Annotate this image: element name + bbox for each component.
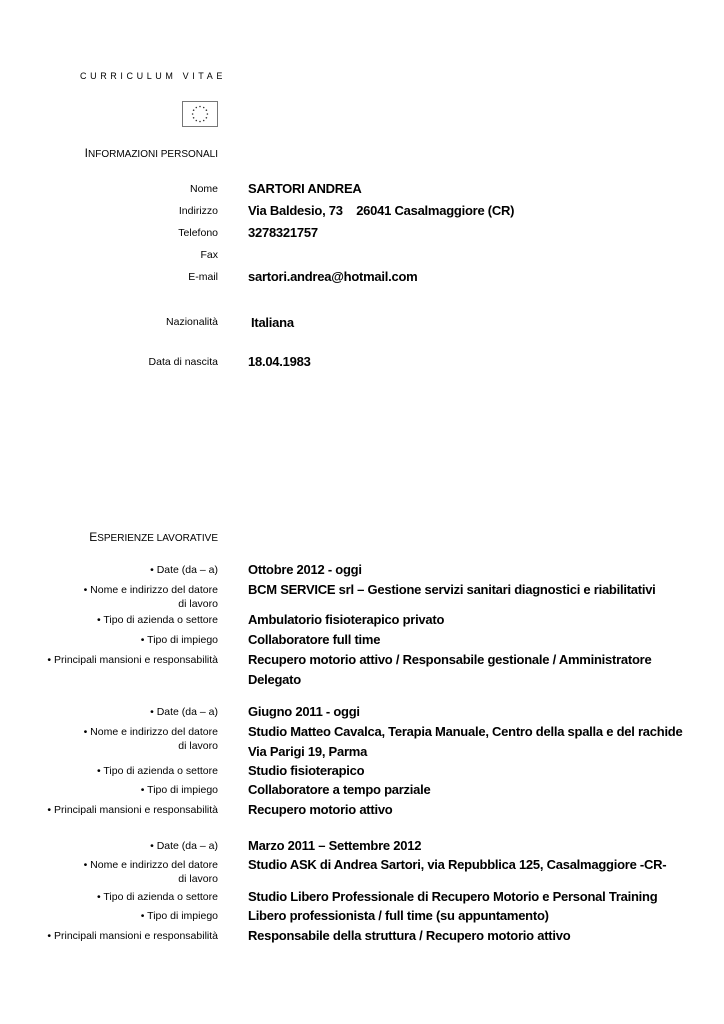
job3-employer-label: • Nome e indirizzo del datore di lavoro <box>83 859 218 885</box>
email-value[interactable]: sartori.andrea@hotmail.com <box>248 269 418 284</box>
job2-employer-line1: Studio Matteo Cavalca, Terapia Manuale, Centro della spalla e del rachide <box>248 724 683 739</box>
nazionalita-value: Italiana <box>251 315 294 330</box>
job3-type-value: Libero professionista / full time (su appuntamento) <box>248 908 549 923</box>
experience-heading: ESPERIENZE LAVORATIVE <box>89 530 218 544</box>
job3-employer-value: Studio ASK di Andrea Sartori, via Repubblica 125, Casalmaggiore -CR- <box>248 857 667 872</box>
job3-date-label: • Date (da – a) <box>150 840 218 852</box>
nome-label: Nome <box>189 183 218 195</box>
telefono-label: Telefono <box>178 227 218 239</box>
job3-date-value: Marzo 2011 – Settembre 2012 <box>248 838 422 853</box>
job3-sector-label: • Tipo di azienda o settore <box>96 891 218 903</box>
job1-type-value: Collaboratore full time <box>248 632 381 647</box>
job1-employer-value: BCM SERVICE srl – Gestione servizi sanitari diagnostici e riabilitativi <box>248 582 656 597</box>
job2-date-value: Giugno 2011 - oggi <box>248 704 360 719</box>
job1-employer-label: • Nome e indirizzo del datore di lavoro <box>83 584 218 610</box>
personal-info-heading: INFORMAZIONI PERSONALI <box>84 146 218 160</box>
job2-employer-value <box>248 722 688 762</box>
nascita-value: 18.04.1983 <box>248 354 311 369</box>
job2-date-label: • Date (da – a) <box>150 706 218 718</box>
job3-sector-value: Studio Libero Professionale di Recupero Motorio e Personal Training <box>248 889 658 904</box>
job3-duties-value: Responsabile della struttura / Recupero motorio attivo <box>248 928 571 943</box>
fax-label: Fax <box>200 249 218 261</box>
eu-stars-icon <box>183 102 217 126</box>
job1-duties-line2: Delegato <box>248 672 301 687</box>
job1-type-label: • Tipo di impiego <box>140 634 218 646</box>
job1-sector-value: Ambulatorio fisioterapico privato <box>248 612 445 627</box>
job2-duties-value: Recupero motorio attivo <box>248 802 393 817</box>
job1-date-value: Ottobre 2012 - oggi <box>248 562 362 577</box>
job2-type-label: • Tipo di impiego <box>140 784 218 796</box>
cv-title: CURRICULUM VITAE <box>80 71 226 81</box>
job2-sector-label: • Tipo di azienda o settore <box>96 765 218 777</box>
job1-sector-label: • Tipo di azienda o settore <box>96 614 218 626</box>
job1-duties-label: • Principali mansioni e responsabilità <box>47 654 218 666</box>
job3-duties-label: • Principali mansioni e responsabilità <box>47 930 218 942</box>
nascita-label: Data di nascita <box>148 356 218 368</box>
job1-date-label: • Date (da – a) <box>150 564 218 576</box>
nome-value: SARTORI ANDREA <box>248 181 362 196</box>
job2-sector-value: Studio fisioterapico <box>248 763 365 778</box>
telefono-value: 3278321757 <box>248 225 318 240</box>
nazionalita-label: Nazionalità <box>166 316 218 328</box>
indirizzo-label: Indirizzo <box>178 205 218 217</box>
job1-duties-line1: Recupero motorio attivo / Responsabile gestionale / Amministratore <box>248 652 652 667</box>
indirizzo-value: Via Baldesio, 73 26041 Casalmaggiore (CR) <box>248 203 515 218</box>
job2-duties-label: • Principali mansioni e responsabilità <box>47 804 218 816</box>
job2-type-value: Collaboratore a tempo parziale <box>248 782 431 797</box>
job2-employer-label: • Nome e indirizzo del datore di lavoro <box>83 726 218 752</box>
job2-employer-line2: Via Parigi 19, Parma <box>248 744 368 759</box>
job3-type-label: • Tipo di impiego <box>140 910 218 922</box>
job1-duties-value <box>248 650 688 690</box>
email-label: E-mail <box>188 271 218 283</box>
eu-flag-icon <box>182 101 218 127</box>
